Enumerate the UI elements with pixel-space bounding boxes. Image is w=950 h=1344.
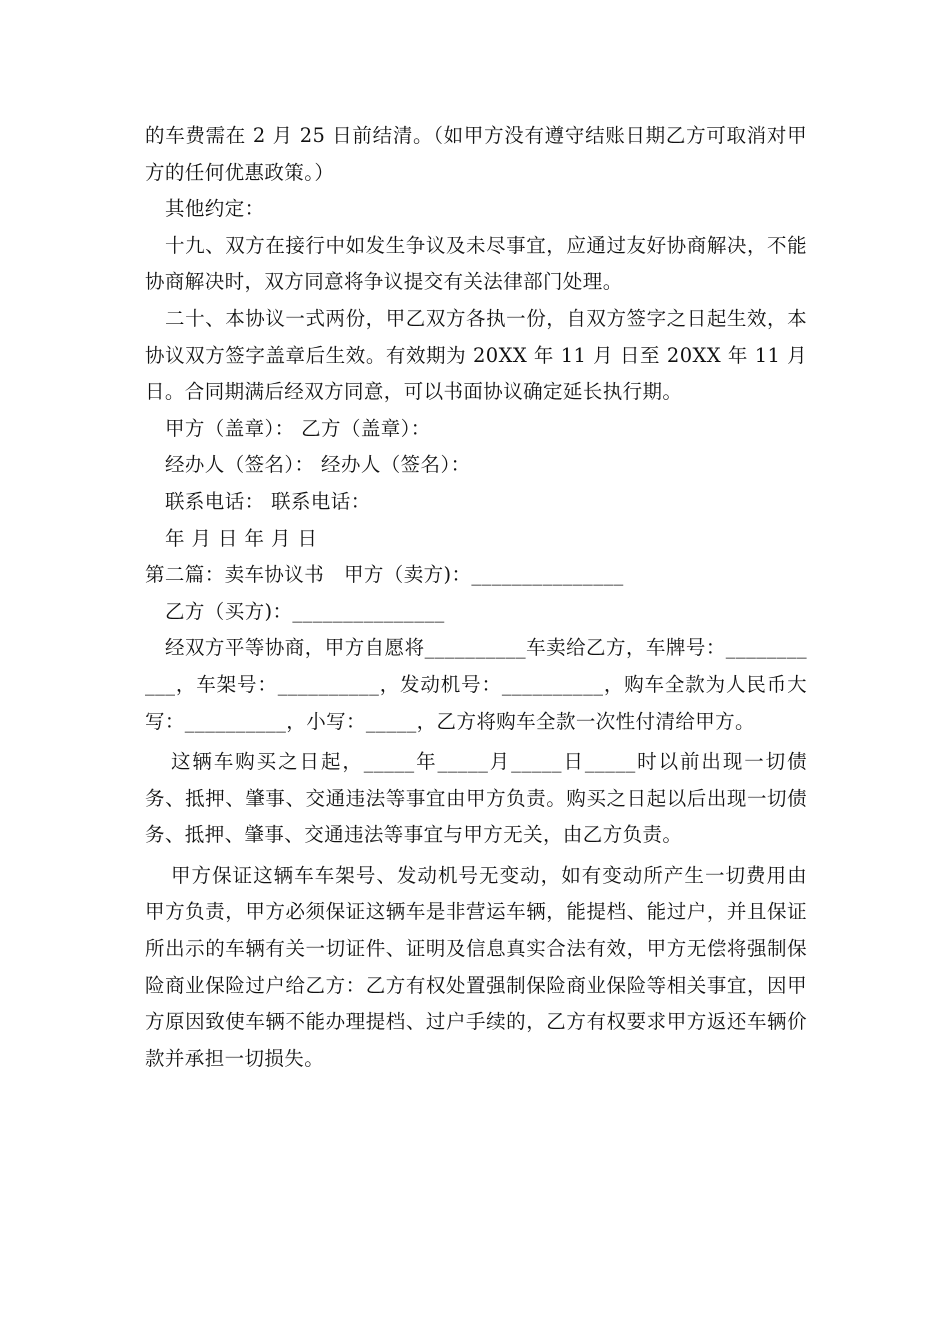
paragraph-other-terms-heading: 其他约定：: [165, 197, 265, 221]
signature-phone-line: 联系电话： 联系电话：: [165, 489, 371, 513]
signature-date-line: 年 月 日 年 月 日: [165, 526, 318, 550]
paragraph-liability-before-purchase: 这辆车购买之日起，_____年_____月_____日_____时以前出现一切债务、抵押、肇事、交通违法等事宜由甲方负责。购买之日起以后出现一切债务、抵押、肇事、交通违法等事宜与甲方无关，由乙方负责。: [145, 750, 807, 847]
paragraph-seller-guarantee: 甲方保证这辆车车架号、发动机号无变动，如有变动所产生一切费用由甲方负责，甲方必须保证这辆车是非营运车辆，能提档、能过户，并且保证所出示的车辆有关一切证件、证明及信息真实合法有效，甲方无偿将强制保险商业保险过户给乙方：乙方有权处置强制保险商业保险等相关事宜，因甲方原因致使车辆不能办理提档、过户手续的，乙方有权要求甲方返还车辆价款并承担一切损失。: [145, 863, 807, 1070]
section-title-car-sale-agreement: 第二篇：卖车协议书 甲方（卖方)：_______________: [145, 563, 624, 587]
paragraph-clause-20: 二十、本协议一式两份，甲乙双方各执一份，自双方签字之日起生效，本协议双方签字盖章后生效。有效期为 20XX 年 11 月 日至 20XX 年 11 月 日。合同期满后经双方同意，可以书面协议确定延长执行期。: [145, 306, 814, 404]
paragraph-payment-deadline: 的车费需在 2 月 25 日前结清。（如甲方没有遵守结账日期乙方可取消对甲方的任何优惠政策。）: [145, 124, 807, 184]
paragraph-sale-terms: 经双方平等协商，甲方自愿将__________车卖给乙方，车牌号：___________，车架号：__________，发动机号：__________，购车全款为人民币大写：__________，小写：_____，乙方将购车全款一次性付清给甲方。: [145, 636, 807, 733]
party-b-buyer-line: 乙方（买方)：_______________: [165, 599, 445, 623]
document-body: [145, 118, 814, 1077]
signature-seal-line: 甲方（盖章）： 乙方（盖章）：: [165, 416, 431, 440]
paragraph-clause-19: 十九、双方在接行中如发生争议及未尽事宜，应通过友好协商解决，不能协商解决时，双方同意将争议提交有关法律部门处理。: [145, 233, 807, 294]
signature-handler-line: 经办人（签名）： 经办人（签名）：: [165, 453, 471, 477]
